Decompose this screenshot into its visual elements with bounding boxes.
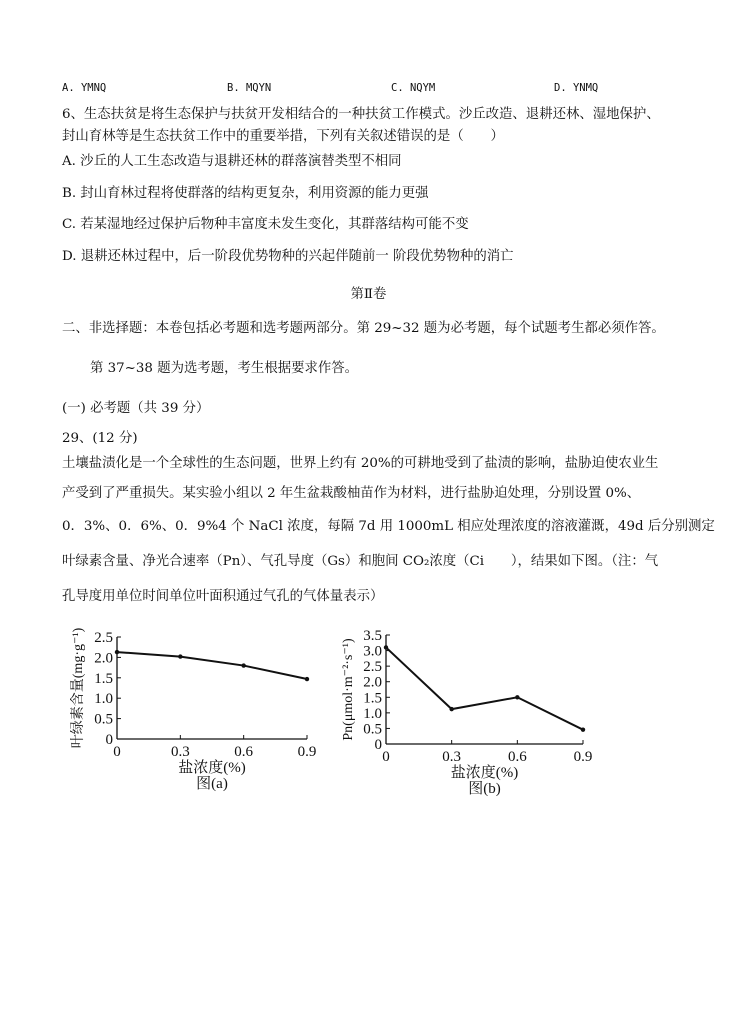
y-axis-label: 叶绿素含量(mg·g⁻¹) (71, 627, 86, 749)
x-tick-label: 0.3 (170, 744, 190, 760)
y-tick-label: 0 (105, 732, 113, 748)
data-point (384, 645, 388, 649)
x-tick-label: 0 (382, 749, 390, 765)
chart-caption: 图(a) (196, 776, 228, 792)
y-tick-label: 0.5 (363, 721, 382, 738)
q6-stem-line1: 6、生态扶贫是将生态保护与扶贫开发相结合的一种扶贫工作模式。沙丘改造、退耕还林、湿地保护、 (62, 107, 660, 122)
y-tick-label: 1.0 (94, 691, 113, 708)
y-tick-label: 2.5 (94, 630, 113, 646)
data-point (305, 677, 309, 681)
y-tick-label: 2.5 (363, 659, 382, 676)
x-tick-label: 0 (113, 744, 121, 760)
series-line (386, 647, 583, 729)
required-heading: (一) 必考题（共 39 分） (62, 401, 210, 416)
x-tick-label: 0.3 (442, 749, 462, 765)
y-tick-label: 0 (374, 737, 382, 753)
y-axis-label: Pn(μmol·m⁻²·s⁻¹) (341, 638, 356, 741)
q29-number: 29、(12 分) (62, 431, 138, 446)
y-tick-label: 1.5 (94, 670, 113, 687)
q5-option-c: C. NQYM (391, 82, 436, 94)
q29-line5: 孔导度用单位时间单位叶面积通过气孔的气体量表示） (62, 589, 384, 604)
x-tick-label: 0.9 (297, 744, 317, 760)
y-tick-label: 0.5 (94, 711, 113, 728)
q5-option-a: A. YMNQ (62, 82, 107, 94)
data-point (515, 695, 519, 699)
data-point (178, 654, 182, 658)
q29-line3: 0．3%、0．6%、0．9%4 个 NaCl 浓度，每隔 7d 用 1000mL 相应处理浓度的溶液灌溉，49d 后分别测定 (62, 519, 715, 534)
chart-a (70, 622, 330, 802)
x-tick-label: 0.6 (234, 744, 254, 760)
y-tick-label: 3.5 (363, 628, 382, 644)
series-line (117, 652, 307, 679)
q6-option-a: A. 沙丘的人工生态改造与退耕还林的群落演替类型不相同 (62, 154, 402, 169)
q29-line2: 产受到了严重损失。某实验小组以 2 年生盆栽酸柚苗作为材料，进行盐胁迫处理，分别设置 0%、 (62, 486, 641, 501)
y-tick-label: 1.0 (363, 705, 382, 722)
q5-option-d: D. YNMQ (554, 82, 599, 94)
data-point (241, 663, 245, 667)
q29-line4: 叶绿素含量、净光合速率（Pn）、气孔导度（Gs）和胞间 CO₂浓度（Ci ），结果如下图。（注：气 (62, 554, 659, 569)
q5-option-b: B. MQYN (227, 82, 272, 94)
data-point (449, 707, 453, 711)
x-axis-label: 盐浓度(%) (450, 765, 519, 781)
part2-intro-line2: 第 37~38 题为选考题，考生根据要求作答。 (90, 361, 359, 376)
chart-caption: 图(b) (468, 781, 501, 797)
y-tick-label: 2.0 (94, 650, 113, 667)
x-tick-label: 0.9 (573, 749, 593, 765)
part2-intro-line1: 二、非选择题：本卷包括必考题和选考题两部分。第 29~32 题为必考题，每个试题考生都必须作答。 (62, 321, 665, 336)
y-tick-label: 2.0 (363, 674, 382, 691)
data-point (115, 650, 119, 654)
y-tick-label: 1.5 (363, 690, 382, 707)
y-tick-label: 3.0 (363, 643, 382, 660)
q6-stem-line2: 封山育林等是生态扶贫工作中的重要举措，下列有关叙述错误的是（ ） (62, 129, 504, 144)
chart-b (338, 622, 608, 802)
q6-option-c: C. 若某湿地经过保护后物种丰富度未发生变化，其群落结构可能不变 (62, 217, 469, 232)
x-axis-label: 盐浓度(%) (178, 760, 246, 776)
q6-option-b: B. 封山育林过程将使群落的结构更复杂，利用资源的能力更强 (62, 186, 429, 201)
x-tick-label: 0.6 (507, 749, 527, 765)
section-title: 第Ⅱ卷 (350, 287, 387, 302)
q6-option-d: D. 退耕还林过程中，后一阶段优势物种的兴起伴随前一 阶段优势物种的消亡 (62, 249, 514, 264)
q29-line1: 土壤盐渍化是一个全球性的生态问题，世界上约有 20%的可耕地受到了盐渍的影响，盐胁迫使农业生 (62, 456, 659, 471)
data-point (581, 727, 585, 731)
